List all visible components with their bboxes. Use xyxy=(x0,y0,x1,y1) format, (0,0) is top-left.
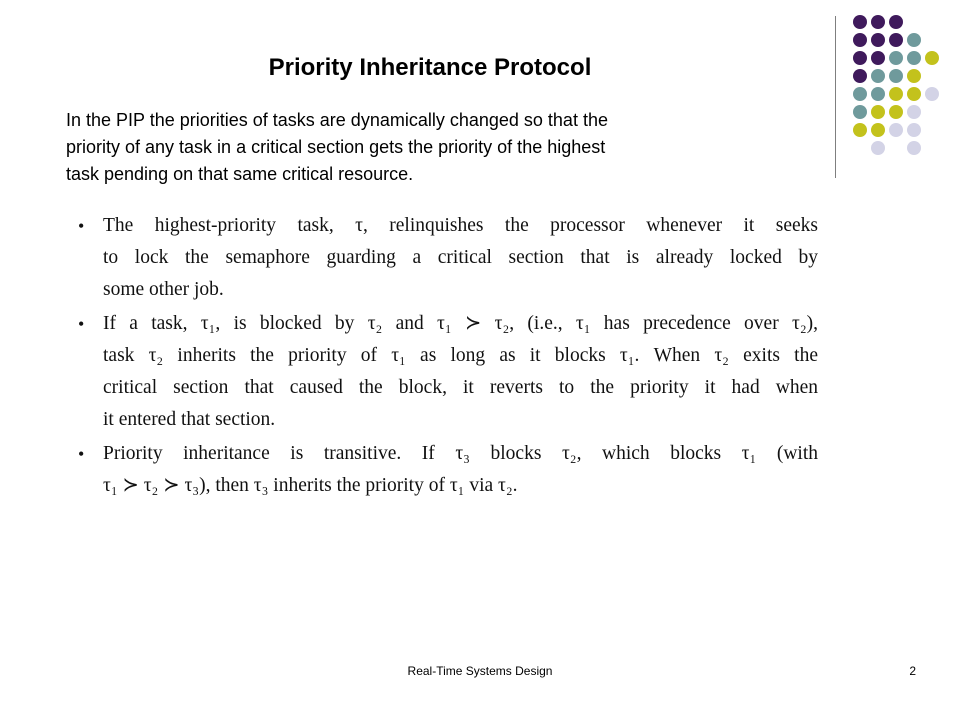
bullet-list xyxy=(78,210,818,504)
slide-title: Priority Inheritance Protocol xyxy=(268,54,592,81)
dot xyxy=(889,15,903,29)
bullet-line: τ₁ ≻ τ₂ ≻ τ₃), then τ₃ inherits the priority of τ₁ via τ₂. xyxy=(103,475,518,496)
intro-line: In the PIP the priorities of tasks are dynamically changed so that the xyxy=(66,110,608,130)
dot xyxy=(907,141,921,155)
bullet-item xyxy=(78,210,818,306)
bullet-line: Priority inheritance is transitive. If τ₃ blocks τ₂, which blocks τ₁ (with xyxy=(103,443,818,464)
dot xyxy=(871,15,885,29)
bullet-line: The highest-priority task, τ, relinquishes the processor whenever it seeks xyxy=(103,215,818,236)
dot xyxy=(907,123,921,137)
dot xyxy=(907,69,921,83)
dot xyxy=(871,105,885,119)
dot xyxy=(853,123,867,137)
dot xyxy=(889,87,903,101)
dot xyxy=(889,105,903,119)
intro-line: priority of any task in a critical section gets the priority of the highest xyxy=(66,137,606,157)
dot xyxy=(889,123,903,137)
page-number: 2 xyxy=(909,664,916,678)
dot xyxy=(871,33,885,47)
dot xyxy=(871,87,885,101)
dot xyxy=(871,69,885,83)
bullet-line: it entered that section. xyxy=(103,409,276,430)
dot xyxy=(907,87,921,101)
bullet-line: some other job. xyxy=(103,279,224,300)
dot xyxy=(871,141,885,155)
bullet-icon: • xyxy=(78,216,85,236)
dot xyxy=(853,87,867,101)
bullet-item xyxy=(78,308,818,436)
dot xyxy=(853,33,867,47)
dot xyxy=(925,51,939,65)
intro-paragraph xyxy=(66,107,806,188)
dot xyxy=(889,51,903,65)
divider-line xyxy=(835,16,836,178)
bullet-line: If a task, τ₁, is blocked by τ₂ and τ₁ ≻ τ₂, (i.e., τ₁ has precedence over τ₂), xyxy=(103,313,818,334)
bullet-line: critical section that caused the block, it reverts to the priority it had when xyxy=(103,377,818,398)
bullet-icon: • xyxy=(78,444,85,464)
bullet-item xyxy=(78,438,818,502)
dot xyxy=(889,33,903,47)
dot xyxy=(907,105,921,119)
bullet-line: task τ₂ inherits the priority of τ₁ as long as it blocks τ₁. When τ₂ exits the xyxy=(103,345,818,366)
dot xyxy=(853,15,867,29)
dot xyxy=(853,105,867,119)
dot xyxy=(907,51,921,65)
dot xyxy=(925,87,939,101)
dot xyxy=(871,51,885,65)
footer-course-title: Real-Time Systems Design xyxy=(407,664,553,678)
bullet-line: to lock the semaphore guarding a critical section that is already locked by xyxy=(103,247,818,268)
dot xyxy=(889,69,903,83)
bullet-icon: • xyxy=(78,314,85,334)
dot xyxy=(871,123,885,137)
dot xyxy=(907,33,921,47)
intro-line: task pending on that same critical resource. xyxy=(66,164,414,184)
